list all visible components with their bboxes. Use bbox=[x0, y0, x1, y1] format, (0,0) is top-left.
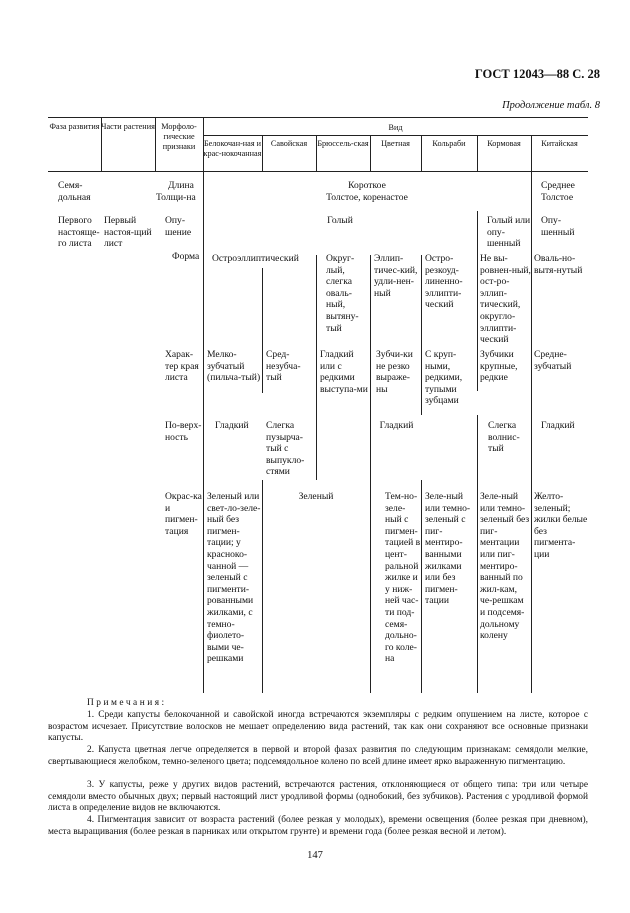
shape-brussels: Округ-лый, слегка оваль-ный, вытяну-тый bbox=[326, 253, 359, 334]
color-white: Зеленый или свет-ло-зеле-ный без пигмен-тации; у красноко-чанной — зеленый с пигменти-рованными жилками, с темно-фиолето-выми че-решками bbox=[207, 491, 261, 665]
color-savoy-brussels: Зеленый bbox=[298, 491, 334, 502]
edge-savoy: Сред-незубча-тый bbox=[266, 349, 301, 384]
feature-thickness: Толщи-на bbox=[156, 192, 196, 203]
shape-fodder: Не вы-ровнен-ный, ост-ро-эллип-тический, округло-эллипти-ческий bbox=[480, 253, 531, 346]
color-kohlrabi: Зеле-ный или темно-зеленый с пиг-ментиро-ванными жилками или без пигмен-тации bbox=[425, 491, 471, 607]
edge-white: Мелко-зубчатый (пильча-тый) bbox=[207, 349, 261, 384]
feature-length: Длина bbox=[168, 180, 194, 191]
color-cauliflower: Тем-но-зеле-ный с пигмен-тацией в цент-ральной жилке и у ниж-ней час-ти под-семя-дольно-го коле-на bbox=[385, 491, 421, 665]
continuation-label: Продолжение табл. 8 bbox=[502, 100, 600, 111]
surface-savoy: Слегка пузырча-тый с выпукло-стями bbox=[266, 420, 305, 478]
shape-kohlrabi: Остро-резкоуд-линенно-эллипти-ческий bbox=[425, 253, 463, 311]
shape-cauliflower: Эллип-тичес-кий, удли-нен-ный bbox=[374, 253, 418, 299]
shape-chinese: Оваль-но-вытя-нутый bbox=[534, 253, 583, 276]
col-vid-header: Вид bbox=[388, 123, 403, 132]
thickness-span: Толстое, коренастое bbox=[326, 192, 408, 203]
part-first-leaf: Первый настоя-щий лист bbox=[104, 215, 152, 250]
col-brussels: Брюссель-ская bbox=[317, 139, 369, 148]
standard-header: ГОСТ 12043—88 С. 28 bbox=[474, 67, 600, 81]
surface-span: Гладкий bbox=[379, 420, 414, 431]
length-span: Короткое bbox=[348, 180, 386, 191]
page-number: 147 bbox=[307, 850, 323, 861]
feature-color: Окрас-ка и пигмен-тация bbox=[165, 491, 202, 537]
edge-kohlrabi: С круп-ными, редкими, тупыми зубцами bbox=[425, 349, 463, 407]
notes-title: Примечания: bbox=[87, 698, 167, 708]
pubescence-span: Голый bbox=[327, 215, 353, 226]
col-cauliflower: Цветная bbox=[381, 139, 410, 148]
col-kohlrabi: Кольраби bbox=[432, 139, 466, 148]
col-morph-header: Морфоло-гические признаки bbox=[161, 122, 197, 151]
feature-edge: Харак-тер края листа bbox=[165, 349, 199, 384]
col-parts-header: Части растения bbox=[101, 122, 155, 131]
edge-chinese: Средне-зубчатый bbox=[534, 349, 572, 372]
edge-cauliflower: Зубчи-ки не резко выраже-ны bbox=[376, 349, 413, 395]
surface-fodder: Слегка волнис-тый bbox=[488, 420, 520, 455]
pubescence-fodder: Голый или опу-шенный bbox=[487, 215, 531, 250]
feature-shape: Форма bbox=[172, 251, 200, 262]
length-chinese: Среднее bbox=[541, 180, 575, 191]
thickness-chinese: Толстое bbox=[541, 192, 574, 203]
pubescence-chinese: Опу-шенный bbox=[541, 215, 575, 238]
surface-chinese: Гладкий bbox=[541, 420, 575, 431]
phase-first-leaf: Первого настояще-го листа bbox=[58, 215, 100, 250]
surface-white: Гладкий bbox=[215, 420, 249, 431]
edge-fodder: Зубчики крупные, редкие bbox=[480, 349, 518, 384]
color-fodder: Зеле-ный или темно-зеленый без пиг-ментации или пиг-ментиро-ванный по жил-кам, че-решкам и подсемя-дольному колену bbox=[480, 491, 530, 642]
col-chinese: Китайская bbox=[541, 139, 578, 148]
col-phase-header: Фаза развития bbox=[49, 122, 100, 131]
shape-white-savoy: Остроэллиптический bbox=[212, 253, 299, 264]
note-item-3: 3. У капусты, реже у других видов растений, встречаются растения, отклоняющиеся от общего типа: три или четыре семядоли вместо обычных двух; первый настоящий лист уродливой формы (однобокий, без зубчиков). Растения с уродливой формой листа в определение видов не включаются. bbox=[48, 780, 588, 814]
color-chinese: Желто-зеленый; жилки белые без пигмента-ции bbox=[534, 491, 588, 560]
col-white-cabbage: Белокочан-ная и крас-нокочанная bbox=[203, 139, 262, 158]
note-item-1: 1. Среди капусты белокочанной и савойской иногда встречаются экземпляры с редким опушением на листе, которое с возрастом исчезает. Присутствие волосков не мешает определению вида растений, так как они сохраняют все основные признаки капусты. bbox=[48, 710, 588, 744]
phase-cotyledon: Семя-дольная bbox=[58, 180, 91, 203]
note-item-2: 2. Капуста цветная легче определяется в первой и второй фазах развития по следующим признакам: семядоли мелкие, свертывающиеся желобком, темно-зеленого цвета; подсемядольное колено по всей длине имеет ярко выраженную пигментацию. bbox=[48, 745, 588, 767]
col-savoy: Савойская bbox=[270, 139, 308, 148]
feature-surface: По-верх-ность bbox=[165, 420, 202, 443]
note-item-4: 4. Пигментация зависит от возраста растений (более резкая у молодых), времени освещения (более резкая при дневном), места выращивания (более резкая в парниках или открытом грунте) и времени года (более резкая весной и летом). bbox=[48, 815, 588, 837]
edge-brussels: Гладкий или с редкими выступа-ми bbox=[320, 349, 368, 395]
col-fodder: Кормовая bbox=[487, 139, 521, 148]
feature-pubescence: Опу-шение bbox=[165, 215, 192, 238]
